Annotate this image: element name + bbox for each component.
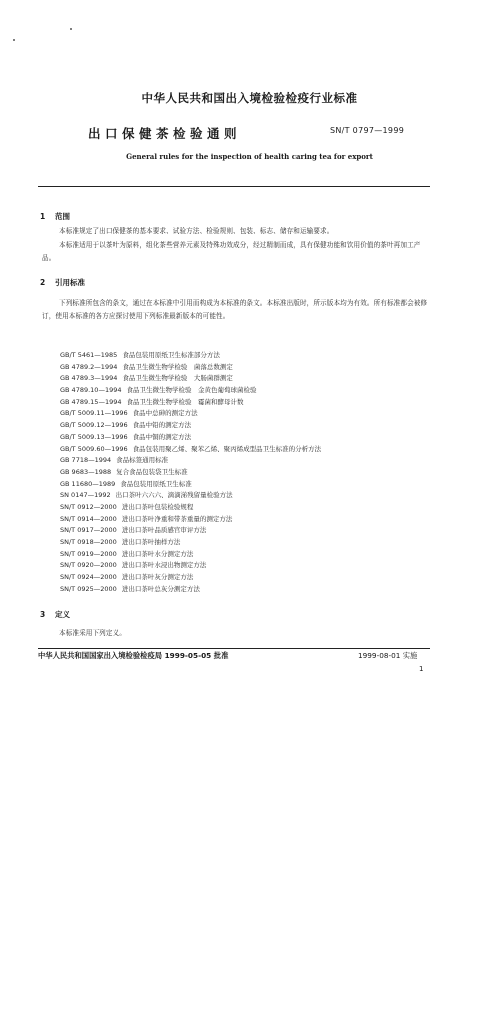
standard-name: 食品中总砷的测定方法 [132, 409, 198, 418]
standard-name: 食品包装用聚乙烯、聚苯乙烯、聚丙烯成型品卫生标准的分析方法 [132, 444, 322, 453]
standard-code: GB/T 5009.13—1996 [60, 432, 128, 441]
section-title: 引用标准 [55, 278, 85, 287]
standard-code: GB 4789.10—1994 [60, 386, 122, 395]
standard-code: GB/T 5009.12—1996 [60, 421, 128, 430]
list-item [60, 362, 430, 374]
standard-name: 进出口茶叶包装检验规程 [121, 502, 194, 511]
document-title: 出口保健茶检验通则 [88, 126, 242, 141]
standard-code: GB 7718—1994 [60, 456, 112, 465]
list-item [60, 537, 430, 549]
section-heading-definitions [40, 609, 70, 620]
paragraph-scope-1: 本标准规定了出口保健茶的基本要求、试验方法、检验规则、包装、标志、储存和运输要求。 [59, 227, 334, 235]
standard-code: GB 9683—1988 [60, 467, 112, 476]
scan-speck [70, 28, 72, 30]
section-heading-scope [40, 211, 70, 222]
list-item [60, 490, 430, 502]
standard-code: GB 11680—1989 [60, 479, 116, 488]
list-item [60, 455, 430, 467]
standard-code: SN/T 0914—2000 [60, 514, 117, 523]
standard-name: 食品卫生微生物学检验 大肠菌群测定 [122, 374, 233, 383]
list-item [60, 514, 430, 526]
approval-line: 中华人民共和国国家出入境检验检疫局 1999-05-05 批准 [38, 651, 229, 660]
referenced-standards-list [60, 350, 430, 595]
list-item [60, 408, 430, 420]
header-divider [38, 186, 430, 187]
standard-name: 进出口茶叶净重和带茶重量的测定方法 [121, 514, 233, 523]
footer-divider [38, 648, 430, 649]
standard-name: 食品标签通用标准 [116, 456, 169, 465]
section-number: 2 [40, 278, 46, 287]
issuing-agency-heading: 中华人民共和国出入境检验检疫行业标准 [141, 91, 358, 105]
list-item [60, 350, 430, 362]
standard-name: 进出口茶叶抽样方法 [121, 538, 181, 546]
page-number: 1 [419, 665, 424, 673]
standard-code: GB 4789.3—1994 [60, 374, 118, 383]
standard-name: 进出口茶叶水浸出物测定方法 [121, 561, 207, 570]
paragraph-references-intro: 下列标准所包含的条文，通过在本标准中引用而构成为本标准的条文。本标准出版时，所示版本均为有效。所有标准都会被修订，使用本标准的各方应探讨使用下列标准最新版本的可能性。 [42, 299, 428, 320]
paragraph-scope-2: 本标准适用于以茶叶为原料，组化茶些营养元素及特殊功效成分，经过精制而成，具有保健功能和饮用价值的茶叶再加工产品。 [42, 241, 421, 262]
list-item [60, 432, 430, 444]
list-item [60, 502, 430, 514]
standard-name: 进出口茶叶灰分测定方法 [121, 573, 194, 582]
standard-name: 食品卫生微生物学检验 金黄色葡萄球菌检验 [126, 386, 257, 395]
standard-code: SN/T 0912—2000 [60, 502, 117, 511]
paragraph-definitions: 本标准采用下列定义。 [59, 629, 126, 637]
list-item [60, 584, 430, 596]
section-title: 范围 [55, 212, 70, 221]
section-number: 1 [40, 212, 46, 221]
standard-name: 进出口茶叶品质感官审评方法 [121, 526, 207, 535]
standard-name: 进出口茶叶总灰分测定方法 [121, 584, 200, 593]
standard-code: SN/T 0925—2000 [60, 584, 117, 593]
list-item [60, 560, 430, 572]
standard-code: SN/T 0919—2000 [60, 549, 117, 558]
standard-code: GB 4789.2—1994 [60, 362, 118, 371]
standard-name: 食品包装用原纸卫生标准部分方法 [122, 351, 220, 359]
english-title: General rules for the inspection of health caring tea for export [126, 152, 373, 161]
standard-name: 食品中铜的测定方法 [132, 432, 192, 441]
list-item [60, 572, 430, 584]
standard-code: SN/T 0918—2000 [60, 538, 117, 546]
list-item [60, 444, 430, 456]
list-item [60, 467, 430, 479]
section-number: 3 [40, 610, 46, 619]
section-heading-references [40, 277, 85, 288]
list-item [60, 385, 430, 397]
list-item [60, 549, 430, 561]
standard-code: GB/T 5009.60—1996 [60, 444, 128, 453]
standard-code: SN 0147—1992 [60, 491, 111, 500]
list-item [60, 420, 430, 432]
list-item [60, 373, 430, 385]
standard-name: 食品卫生微生物学检验 霉菌和酵母计数 [126, 397, 244, 406]
standard-code: GB 4789.15—1994 [60, 397, 122, 406]
scan-speck [13, 39, 15, 41]
standard-number: SN/T 0797—1999 [330, 126, 405, 135]
standard-code: SN/T 0920—2000 [60, 561, 117, 570]
standard-code: SN/T 0917—2000 [60, 526, 117, 535]
standard-name: 进出口茶叶水分测定方法 [121, 549, 194, 558]
standard-name: 食品中铅的测定方法 [132, 421, 192, 430]
standard-name: 复合食品包装袋卫生标准 [116, 467, 188, 476]
standard-code: GB/T 5009.11—1996 [60, 409, 128, 418]
standard-name: 食品包装用原纸卫生标准 [120, 479, 192, 488]
standard-name: 食品卫生微生物学检验 菌落总数测定 [122, 362, 233, 371]
list-item [60, 525, 430, 537]
list-item [60, 397, 430, 409]
standard-code: GB/T 5461—1985 [60, 351, 118, 359]
standard-name: 出口茶叶六六六、滴滴涕残留量检验方法 [115, 491, 233, 500]
implementation-date: 1999-08-01 实施 [358, 651, 418, 660]
standard-code: SN/T 0924—2000 [60, 573, 117, 582]
section-title: 定义 [55, 610, 70, 619]
list-item [60, 479, 430, 491]
